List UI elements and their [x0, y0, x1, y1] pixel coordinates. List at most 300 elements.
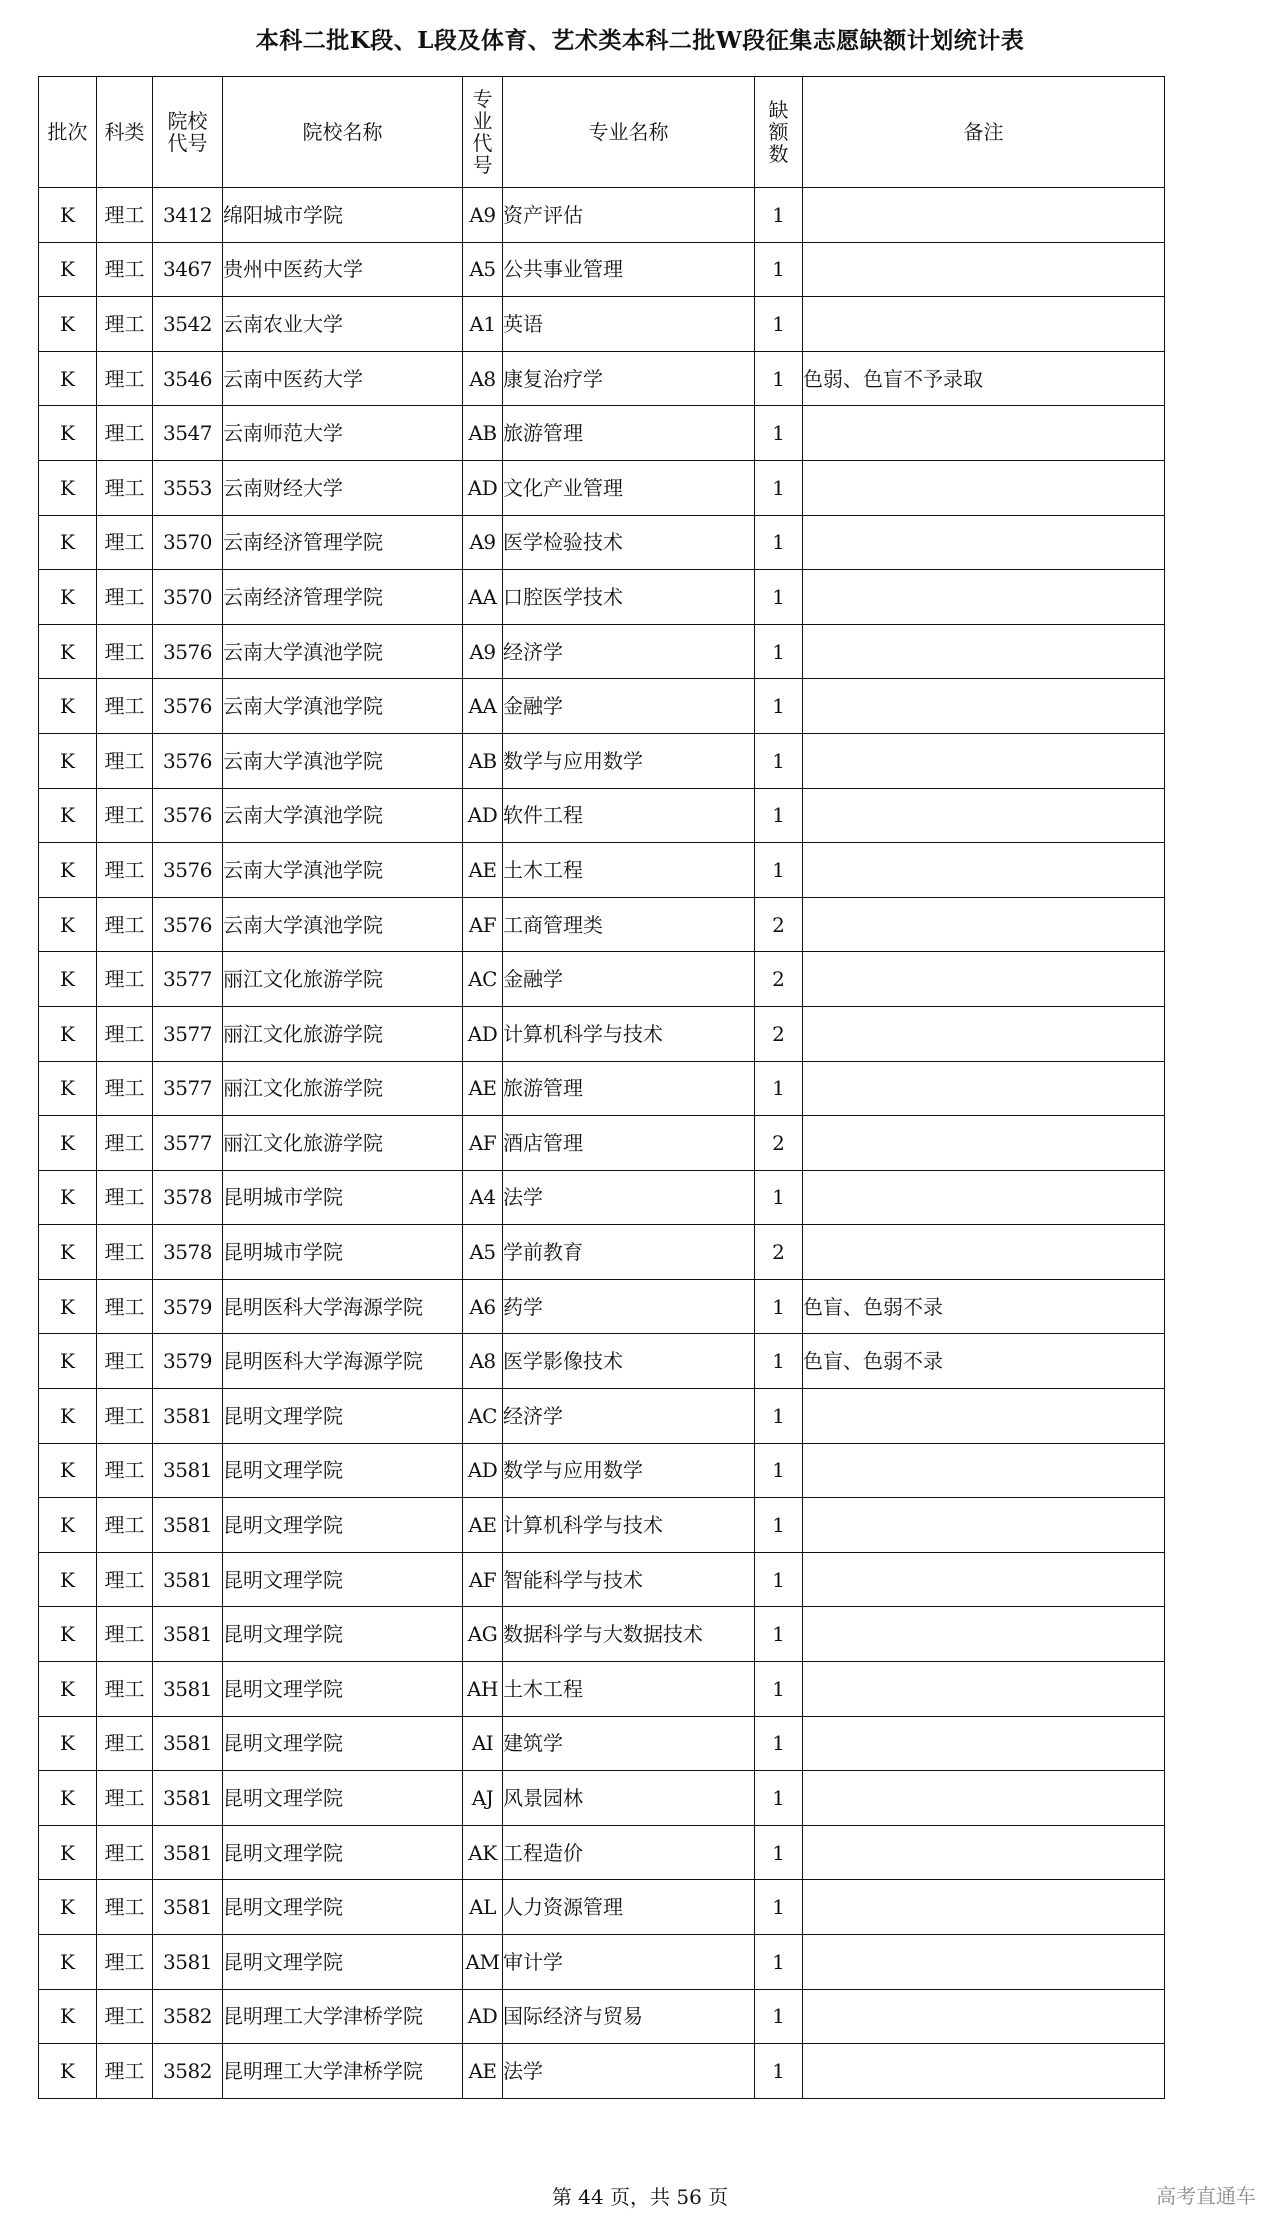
cell-category: 理工 — [97, 1443, 153, 1498]
cell-remark — [803, 1825, 1165, 1880]
cell-category: 理工 — [97, 406, 153, 461]
cell-batch: K — [39, 679, 97, 734]
document-title: 本科二批K段、L段及体育、艺术类本科二批W段征集志愿缺额计划统计表 — [255, 27, 1025, 54]
cell-vacancy: 1 — [755, 1880, 803, 1935]
cell-batch: K — [39, 242, 97, 297]
cell-batch: K — [39, 570, 97, 625]
cell-remark — [803, 1552, 1165, 1607]
cell-major-name: 审计学 — [503, 1935, 755, 1990]
cell-remark: 色盲、色弱不录 — [803, 1334, 1165, 1389]
cell-batch: K — [39, 1443, 97, 1498]
cell-school-name: 昆明文理学院 — [223, 1880, 463, 1935]
cell-major-name: 经济学 — [503, 624, 755, 679]
cell-school-name: 云南大学滇池学院 — [223, 624, 463, 679]
cell-category: 理工 — [97, 1935, 153, 1990]
cell-school-code: 3582 — [153, 2044, 223, 2099]
cell-school-name: 云南大学滇池学院 — [223, 897, 463, 952]
cell-category: 理工 — [97, 242, 153, 297]
cell-vacancy: 2 — [755, 1006, 803, 1061]
cell-category: 理工 — [97, 297, 153, 352]
cell-vacancy: 1 — [755, 624, 803, 679]
cell-school-name: 昆明城市学院 — [223, 1170, 463, 1225]
cell-major-code: AA — [463, 570, 503, 625]
cell-school-code: 3581 — [153, 1771, 223, 1826]
table-row — [39, 1225, 1165, 1280]
cell-remark — [803, 297, 1165, 352]
cell-school-name: 昆明文理学院 — [223, 1935, 463, 1990]
cell-category: 理工 — [97, 843, 153, 898]
cell-school-name: 云南经济管理学院 — [223, 515, 463, 570]
cell-school-code: 3576 — [153, 624, 223, 679]
cell-batch: K — [39, 351, 97, 406]
cell-category: 理工 — [97, 2044, 153, 2099]
cell-school-name: 云南财经大学 — [223, 460, 463, 515]
cell-major-code: AK — [463, 1825, 503, 1880]
header-vacancy-label: 缺额数 — [768, 98, 789, 166]
cell-vacancy: 1 — [755, 1552, 803, 1607]
table-row — [39, 1170, 1165, 1225]
cell-school-name: 昆明文理学院 — [223, 1389, 463, 1444]
cell-major-name: 工程造价 — [503, 1825, 755, 1880]
cell-school-name: 贵州中医药大学 — [223, 242, 463, 297]
cell-vacancy: 1 — [755, 1662, 803, 1717]
cell-school-name: 昆明文理学院 — [223, 1716, 463, 1771]
cell-major-name: 法学 — [503, 1170, 755, 1225]
cell-major-name: 建筑学 — [503, 1716, 755, 1771]
cell-batch: K — [39, 406, 97, 461]
cell-vacancy: 1 — [755, 1716, 803, 1771]
cell-major-name: 计算机科学与技术 — [503, 1006, 755, 1061]
cell-batch: K — [39, 1334, 97, 1389]
cell-category: 理工 — [97, 1279, 153, 1334]
table-row — [39, 1935, 1165, 1990]
header-major-code — [463, 77, 503, 188]
cell-school-code: 3581 — [153, 1607, 223, 1662]
cell-major-code: A4 — [463, 1170, 503, 1225]
cell-major-code: A1 — [463, 297, 503, 352]
cell-batch: K — [39, 1225, 97, 1280]
cell-remark — [803, 1880, 1165, 1935]
cell-batch: K — [39, 1279, 97, 1334]
cell-major-name: 医学影像技术 — [503, 1334, 755, 1389]
cell-remark — [803, 1225, 1165, 1280]
cell-remark — [803, 1716, 1165, 1771]
cell-batch: K — [39, 1116, 97, 1171]
cell-vacancy: 1 — [755, 1334, 803, 1389]
cell-school-name: 昆明文理学院 — [223, 1825, 463, 1880]
cell-category: 理工 — [97, 515, 153, 570]
cell-remark — [803, 1662, 1165, 1717]
cell-category: 理工 — [97, 1498, 153, 1553]
cell-batch: K — [39, 788, 97, 843]
cell-school-code: 3581 — [153, 1825, 223, 1880]
table-row — [39, 2044, 1165, 2099]
cell-vacancy: 2 — [755, 897, 803, 952]
table-header-row — [39, 77, 1165, 188]
cell-major-code: AI — [463, 1716, 503, 1771]
cell-vacancy: 1 — [755, 242, 803, 297]
cell-batch: K — [39, 1716, 97, 1771]
cell-major-name: 风景园林 — [503, 1771, 755, 1826]
cell-vacancy: 1 — [755, 297, 803, 352]
cell-remark — [803, 1061, 1165, 1116]
cell-major-name: 土木工程 — [503, 1662, 755, 1717]
cell-school-name: 绵阳城市学院 — [223, 188, 463, 243]
cell-vacancy: 1 — [755, 1170, 803, 1225]
cell-category: 理工 — [97, 188, 153, 243]
table-body — [39, 188, 1165, 2099]
cell-school-code: 3542 — [153, 297, 223, 352]
cell-batch: K — [39, 1771, 97, 1826]
cell-school-name: 昆明文理学院 — [223, 1607, 463, 1662]
cell-batch: K — [39, 843, 97, 898]
cell-vacancy: 1 — [755, 460, 803, 515]
table-row — [39, 1771, 1165, 1826]
table-row — [39, 788, 1165, 843]
cell-vacancy: 1 — [755, 1989, 803, 2044]
table-row — [39, 1716, 1165, 1771]
cell-vacancy: 2 — [755, 1116, 803, 1171]
header-batch: 批次 — [39, 77, 97, 188]
cell-category: 理工 — [97, 1116, 153, 1171]
header-school-code-label: 院校代号 — [167, 109, 208, 155]
cell-major-name: 数学与应用数学 — [503, 1443, 755, 1498]
cell-major-code: A8 — [463, 1334, 503, 1389]
cell-remark — [803, 1389, 1165, 1444]
vacancy-table — [38, 76, 1165, 2099]
cell-school-code: 3577 — [153, 1116, 223, 1171]
cell-major-code: A6 — [463, 1279, 503, 1334]
cell-major-code: A9 — [463, 188, 503, 243]
cell-major-code: A9 — [463, 624, 503, 679]
table-row — [39, 188, 1165, 243]
cell-remark — [803, 1116, 1165, 1171]
cell-batch: K — [39, 1880, 97, 1935]
header-major-name: 专业名称 — [503, 77, 755, 188]
header-school-name: 院校名称 — [223, 77, 463, 188]
cell-major-code: AE — [463, 2044, 503, 2099]
cell-batch: K — [39, 1061, 97, 1116]
cell-major-name: 康复治疗学 — [503, 351, 755, 406]
cell-major-name: 学前教育 — [503, 1225, 755, 1280]
table-row — [39, 624, 1165, 679]
cell-major-code: AD — [463, 1443, 503, 1498]
cell-school-name: 云南大学滇池学院 — [223, 679, 463, 734]
cell-batch: K — [39, 733, 97, 788]
cell-major-name: 软件工程 — [503, 788, 755, 843]
table-row — [39, 1116, 1165, 1171]
cell-school-name: 丽江文化旅游学院 — [223, 952, 463, 1007]
cell-school-name: 云南大学滇池学院 — [223, 733, 463, 788]
cell-category: 理工 — [97, 1607, 153, 1662]
cell-school-name: 昆明文理学院 — [223, 1443, 463, 1498]
cell-vacancy: 1 — [755, 843, 803, 898]
cell-school-code: 3579 — [153, 1334, 223, 1389]
table-row — [39, 570, 1165, 625]
table-row — [39, 843, 1165, 898]
cell-major-name: 经济学 — [503, 1389, 755, 1444]
cell-category: 理工 — [97, 733, 153, 788]
header-major-code-label: 专业代号 — [472, 87, 493, 177]
cell-school-code: 3582 — [153, 1989, 223, 2044]
table-row — [39, 515, 1165, 570]
cell-category: 理工 — [97, 1716, 153, 1771]
table-row — [39, 1061, 1165, 1116]
cell-category: 理工 — [97, 460, 153, 515]
cell-batch: K — [39, 2044, 97, 2099]
cell-category: 理工 — [97, 788, 153, 843]
table-row — [39, 1498, 1165, 1553]
table-row — [39, 1880, 1165, 1935]
cell-remark — [803, 1498, 1165, 1553]
cell-major-name: 酒店管理 — [503, 1116, 755, 1171]
watermark-text: 高考直通车 — [1156, 2184, 1256, 2208]
cell-vacancy: 1 — [755, 1279, 803, 1334]
cell-school-name: 丽江文化旅游学院 — [223, 1006, 463, 1061]
cell-batch: K — [39, 515, 97, 570]
cell-school-code: 3576 — [153, 843, 223, 898]
cell-major-name: 金融学 — [503, 679, 755, 734]
cell-batch: K — [39, 460, 97, 515]
cell-school-code: 3570 — [153, 570, 223, 625]
cell-vacancy: 1 — [755, 1825, 803, 1880]
cell-vacancy: 1 — [755, 1443, 803, 1498]
cell-major-code: AE — [463, 1061, 503, 1116]
cell-major-name: 金融学 — [503, 952, 755, 1007]
cell-major-name: 土木工程 — [503, 843, 755, 898]
cell-school-name: 丽江文化旅游学院 — [223, 1116, 463, 1171]
cell-vacancy: 1 — [755, 1607, 803, 1662]
cell-major-name: 智能科学与技术 — [503, 1552, 755, 1607]
cell-batch: K — [39, 1552, 97, 1607]
cell-major-code: AD — [463, 1989, 503, 2044]
cell-category: 理工 — [97, 952, 153, 1007]
cell-major-code: AF — [463, 1552, 503, 1607]
table-row — [39, 406, 1165, 461]
cell-school-code: 3412 — [153, 188, 223, 243]
page-number: 第 44 页，共 56 页 — [551, 2185, 729, 2209]
cell-vacancy: 1 — [755, 1498, 803, 1553]
cell-school-name: 昆明理工大学津桥学院 — [223, 2044, 463, 2099]
cell-batch: K — [39, 1006, 97, 1061]
cell-school-code: 3579 — [153, 1279, 223, 1334]
cell-vacancy: 1 — [755, 1935, 803, 1990]
cell-vacancy: 1 — [755, 733, 803, 788]
cell-remark — [803, 242, 1165, 297]
cell-school-code: 3467 — [153, 242, 223, 297]
cell-vacancy: 2 — [755, 952, 803, 1007]
cell-school-name: 昆明文理学院 — [223, 1498, 463, 1553]
cell-major-code: AJ — [463, 1771, 503, 1826]
cell-category: 理工 — [97, 1771, 153, 1826]
cell-category: 理工 — [97, 1662, 153, 1717]
cell-school-code: 3576 — [153, 897, 223, 952]
table-row — [39, 1825, 1165, 1880]
cell-major-name: 数学与应用数学 — [503, 733, 755, 788]
cell-category: 理工 — [97, 1006, 153, 1061]
cell-school-name: 丽江文化旅游学院 — [223, 1061, 463, 1116]
cell-remark — [803, 1170, 1165, 1225]
cell-major-code: AE — [463, 1498, 503, 1553]
cell-major-code: AB — [463, 406, 503, 461]
cell-major-code: AH — [463, 1662, 503, 1717]
cell-school-name: 云南师范大学 — [223, 406, 463, 461]
cell-major-code: A8 — [463, 351, 503, 406]
cell-school-code: 3577 — [153, 1006, 223, 1061]
cell-category: 理工 — [97, 570, 153, 625]
cell-school-name: 云南经济管理学院 — [223, 570, 463, 625]
header-vacancy — [755, 77, 803, 188]
cell-category: 理工 — [97, 1334, 153, 1389]
cell-remark: 色盲、色弱不录 — [803, 1279, 1165, 1334]
cell-remark — [803, 1771, 1165, 1826]
cell-school-code: 3578 — [153, 1225, 223, 1280]
cell-major-name: 国际经济与贸易 — [503, 1989, 755, 2044]
cell-vacancy: 1 — [755, 2044, 803, 2099]
cell-vacancy: 2 — [755, 1225, 803, 1280]
cell-school-name: 昆明医科大学海源学院 — [223, 1279, 463, 1334]
cell-major-name: 人力资源管理 — [503, 1880, 755, 1935]
cell-major-name: 法学 — [503, 2044, 755, 2099]
cell-remark: 色弱、色盲不予录取 — [803, 351, 1165, 406]
cell-vacancy: 1 — [755, 679, 803, 734]
cell-category: 理工 — [97, 1825, 153, 1880]
table-row — [39, 679, 1165, 734]
cell-school-code: 3553 — [153, 460, 223, 515]
cell-category: 理工 — [97, 1170, 153, 1225]
table-row — [39, 1989, 1165, 2044]
cell-remark — [803, 1607, 1165, 1662]
cell-category: 理工 — [97, 1989, 153, 2044]
cell-category: 理工 — [97, 679, 153, 734]
cell-school-name: 云南农业大学 — [223, 297, 463, 352]
cell-school-name: 昆明城市学院 — [223, 1225, 463, 1280]
cell-school-code: 3581 — [153, 1935, 223, 1990]
cell-remark — [803, 570, 1165, 625]
cell-school-code: 3581 — [153, 1880, 223, 1935]
cell-batch: K — [39, 1935, 97, 1990]
table-row — [39, 733, 1165, 788]
cell-school-code: 3581 — [153, 1662, 223, 1717]
cell-vacancy: 1 — [755, 406, 803, 461]
cell-remark — [803, 515, 1165, 570]
header-remark: 备注 — [803, 77, 1165, 188]
cell-school-code: 3576 — [153, 679, 223, 734]
cell-category: 理工 — [97, 1389, 153, 1444]
cell-major-code: AF — [463, 897, 503, 952]
table-row — [39, 297, 1165, 352]
cell-school-name: 昆明文理学院 — [223, 1771, 463, 1826]
cell-batch: K — [39, 1170, 97, 1225]
cell-major-code: A5 — [463, 1225, 503, 1280]
cell-major-code: AE — [463, 843, 503, 898]
cell-batch: K — [39, 1989, 97, 2044]
cell-school-name: 昆明理工大学津桥学院 — [223, 1989, 463, 2044]
cell-school-code: 3581 — [153, 1498, 223, 1553]
cell-remark — [803, 406, 1165, 461]
cell-batch: K — [39, 1825, 97, 1880]
cell-major-name: 数据科学与大数据技术 — [503, 1607, 755, 1662]
cell-batch: K — [39, 1662, 97, 1717]
cell-remark — [803, 2044, 1165, 2099]
cell-school-code: 3576 — [153, 788, 223, 843]
cell-major-code: AD — [463, 788, 503, 843]
cell-school-code: 3581 — [153, 1443, 223, 1498]
cell-vacancy: 1 — [755, 1771, 803, 1826]
cell-remark — [803, 733, 1165, 788]
table-row — [39, 1334, 1165, 1389]
cell-major-code: AD — [463, 1006, 503, 1061]
cell-major-code: AD — [463, 460, 503, 515]
cell-batch: K — [39, 188, 97, 243]
cell-category: 理工 — [97, 624, 153, 679]
cell-school-code: 3570 — [153, 515, 223, 570]
cell-school-code: 3546 — [153, 351, 223, 406]
cell-school-code: 3577 — [153, 1061, 223, 1116]
table-row — [39, 242, 1165, 297]
cell-school-code: 3581 — [153, 1716, 223, 1771]
cell-vacancy: 1 — [755, 1061, 803, 1116]
cell-school-code: 3578 — [153, 1170, 223, 1225]
cell-school-name: 云南大学滇池学院 — [223, 788, 463, 843]
cell-school-name: 昆明文理学院 — [223, 1552, 463, 1607]
cell-major-name: 公共事业管理 — [503, 242, 755, 297]
cell-school-name: 昆明医科大学海源学院 — [223, 1334, 463, 1389]
header-category: 科类 — [97, 77, 153, 188]
cell-school-code: 3581 — [153, 1552, 223, 1607]
cell-remark — [803, 1935, 1165, 1990]
cell-remark — [803, 460, 1165, 515]
table-row — [39, 952, 1165, 1007]
cell-major-name: 英语 — [503, 297, 755, 352]
cell-remark — [803, 897, 1165, 952]
cell-school-name: 云南中医药大学 — [223, 351, 463, 406]
cell-remark — [803, 843, 1165, 898]
cell-batch: K — [39, 1607, 97, 1662]
cell-major-name: 口腔医学技术 — [503, 570, 755, 625]
cell-remark — [803, 788, 1165, 843]
cell-category: 理工 — [97, 351, 153, 406]
cell-remark — [803, 1006, 1165, 1061]
cell-vacancy: 1 — [755, 515, 803, 570]
cell-major-name: 工商管理类 — [503, 897, 755, 952]
cell-remark — [803, 679, 1165, 734]
cell-major-name: 计算机科学与技术 — [503, 1498, 755, 1553]
cell-school-code: 3577 — [153, 952, 223, 1007]
cell-vacancy: 1 — [755, 188, 803, 243]
cell-major-name: 文化产业管理 — [503, 460, 755, 515]
table-row — [39, 1552, 1165, 1607]
cell-school-name: 云南大学滇池学院 — [223, 843, 463, 898]
cell-batch: K — [39, 297, 97, 352]
cell-batch: K — [39, 952, 97, 1007]
cell-major-code: AF — [463, 1116, 503, 1171]
table-row — [39, 1389, 1165, 1444]
cell-school-code: 3581 — [153, 1389, 223, 1444]
table-row — [39, 1662, 1165, 1717]
cell-remark — [803, 952, 1165, 1007]
cell-major-name: 旅游管理 — [503, 406, 755, 461]
cell-batch: K — [39, 1389, 97, 1444]
cell-vacancy: 1 — [755, 788, 803, 843]
cell-school-code: 3547 — [153, 406, 223, 461]
cell-remark — [803, 1989, 1165, 2044]
cell-major-code: AM — [463, 1935, 503, 1990]
cell-major-code: AC — [463, 1389, 503, 1444]
cell-batch: K — [39, 897, 97, 952]
cell-remark — [803, 624, 1165, 679]
cell-remark — [803, 188, 1165, 243]
